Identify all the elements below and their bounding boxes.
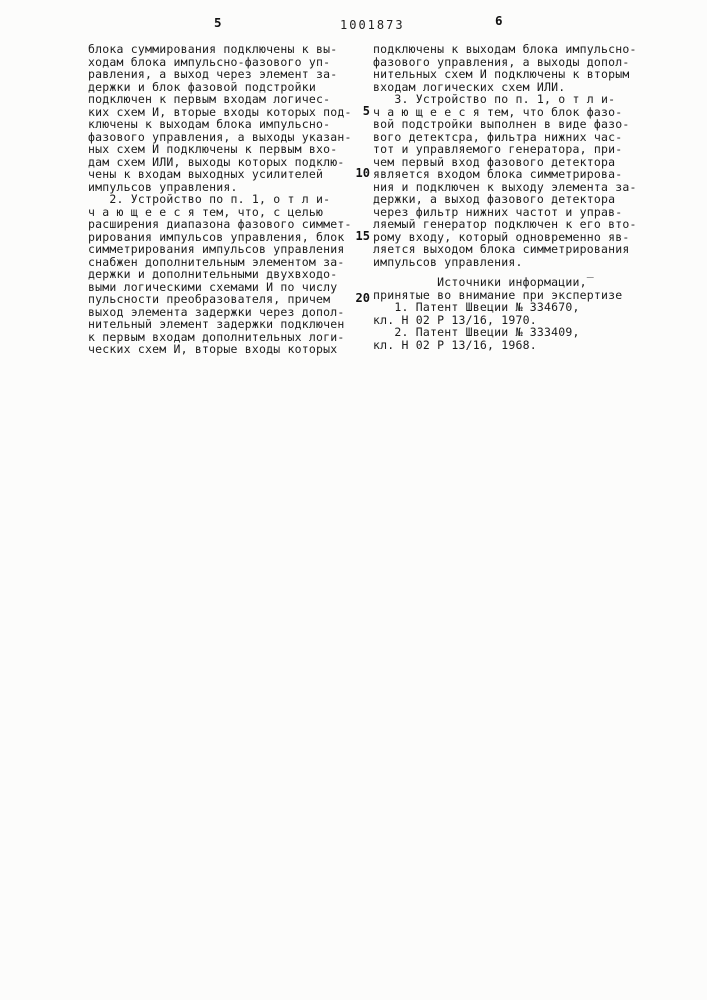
text-line: является входом блока симметрирова- [373, 167, 623, 181]
text-line: входам логических схем ИЛИ. [373, 79, 566, 94]
text-line: 1. Патент Швеции № 334670, [373, 300, 580, 314]
text-line: к первым входам дополнительных логи- [88, 329, 345, 344]
text-line: чены к входам выходных усилителей [88, 167, 324, 181]
text-line: вого детектсра, фильтра нижних час- [373, 129, 623, 144]
text-line: ных схем И подключены к первым вхо- [88, 142, 338, 156]
text-line: подключен к первым входам логичес- [88, 92, 331, 106]
text-line: нительный элемент задержки подключен [88, 317, 345, 331]
text-line: через фильтр нижних частот и управ- [373, 204, 623, 219]
text-line: ч а ю щ е е с я тем, что, с целью [88, 204, 324, 219]
text-line: держки и дополнительными двухвходо- [88, 267, 338, 281]
text-line: ключены к выходам блока импульсно- [88, 117, 331, 131]
text-line: 2. Устройство по п. 1, о т л и- [88, 192, 331, 206]
text-line: ч а ю щ е е с я тем, что блок фазо- [373, 104, 623, 119]
text-line: держки и блок фазовой подстройки [88, 79, 316, 94]
gutter-line-number-10: 10 [355, 166, 370, 180]
text-line: равления, а выход через элемент за- [88, 67, 338, 81]
gutter-line-number-5: 5 [362, 104, 370, 118]
text-line: фазового управления, а выходы указан- [88, 129, 352, 144]
right-column-claims [373, 43, 643, 268]
gutter-line-number-15: 15 [355, 229, 370, 243]
text-line: ческих схем И, вторые входы которых [88, 342, 338, 356]
text-line: ких схем И, вторые входы которых под- [88, 104, 352, 119]
text-line: кл. Н 02 Р 13/16, 1968. [373, 337, 537, 352]
sources-of-information-section [373, 276, 643, 351]
text-line: вой подстройки выполнен в виде фазо- [373, 117, 630, 131]
text-line: нительных схем И подключены к вторым [373, 67, 630, 81]
text-line: импульсов управления. [88, 179, 238, 194]
text-line: чем первый вход фазового детектора [373, 154, 616, 169]
text-line: ляется выходом блока симметрирования [373, 242, 630, 256]
gutter-line-number-20: 20 [355, 291, 370, 305]
text-line: рирования импульсов управления, блок [88, 229, 345, 244]
text-line: ходам блока импульсно-фазового уп- [88, 54, 331, 69]
text-line: ния и подключен к выходу элемента за- [373, 179, 637, 194]
text-line: пульсности преобразователя, причем [88, 292, 331, 306]
text-line: Источники информации,‾ [373, 275, 594, 289]
text-line: рому входу, который одновременно яв- [373, 229, 630, 244]
text-line: принятые во внимание при экспертизе [373, 287, 623, 302]
left-page-number: 5 [214, 15, 222, 30]
text-line: 2. Патент Швеции № 333409, [373, 325, 580, 339]
text-line: выми логическими схемами И по числу [88, 279, 338, 294]
text-line: блока суммирования подключены к вы- [88, 42, 338, 56]
text-line: снабжен дополнительным элементом за- [88, 254, 345, 269]
text-line: фазового управления, а выходы допол- [373, 54, 630, 69]
left-text-column [88, 43, 356, 356]
text-line: расширения диапазона фазового симмет- [88, 217, 352, 231]
text-line: ляемый генератор подключен к его вто- [373, 217, 637, 231]
text-line: симметрирования импульсов управления [88, 242, 345, 256]
text-line: держки, а выход фазового детектора [373, 192, 616, 206]
text-line: выход элемента задержки через допол- [88, 304, 345, 319]
document-number: 1001873 [340, 18, 405, 32]
right-page-number: 6 [495, 13, 503, 28]
text-line: подключены к выходам блока импульсно- [373, 42, 637, 56]
text-line: кл. Н 02 Р 13/16, 1970. [373, 312, 537, 327]
text-line: тот и управляемого генератора, при- [373, 142, 623, 156]
text-line: импульсов управления. [373, 254, 523, 269]
text-line: дам схем ИЛИ, выходы которых подклю- [88, 154, 345, 169]
text-line: 3. Устройство по п. 1, о т л и- [373, 92, 616, 106]
right-text-column [373, 43, 643, 351]
